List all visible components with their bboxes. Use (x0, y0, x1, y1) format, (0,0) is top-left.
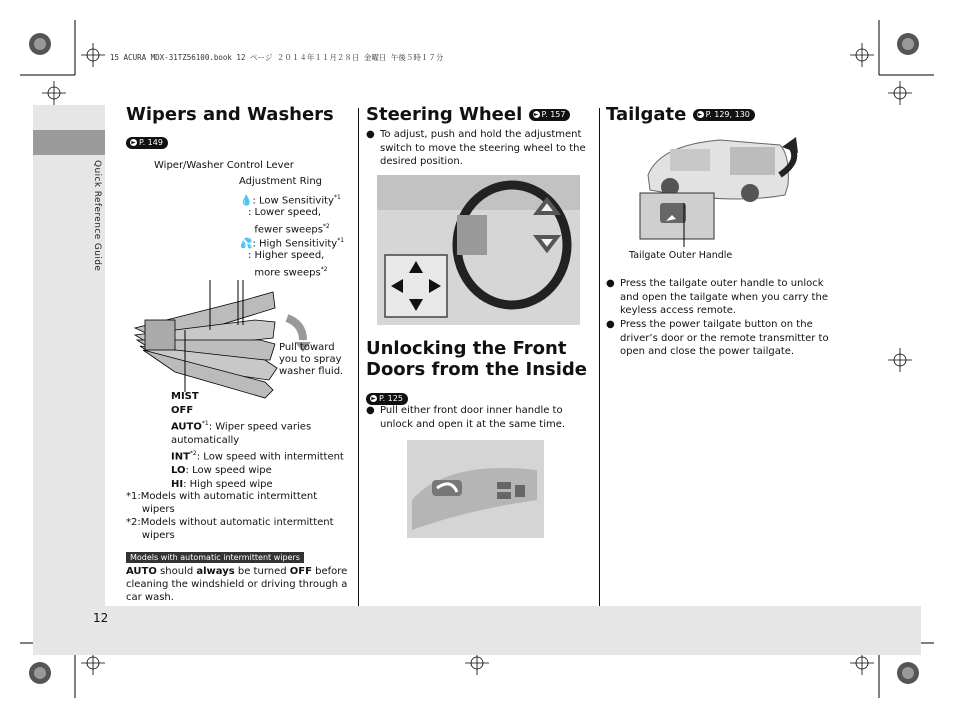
tailgate-page-ref[interactable]: ► P. 129, 130 (693, 109, 755, 121)
wipers-title: Wipers and Washers (126, 104, 334, 125)
side-tab-label: Quick Reference Guide (92, 160, 102, 272)
auto-note: AUTO should always be turned OFF before cleaning the windshield or driving through a car wash. (126, 566, 348, 603)
low-sensitivity-icon: 💧 (240, 195, 253, 207)
high-sensitivity-icon: 💦 (240, 238, 253, 250)
wipers-page-ref[interactable]: ► P. 149 (126, 137, 168, 149)
pull-toward-label: Pull toward you to spray washer fluid. (279, 342, 344, 377)
tailgate-title: Tailgate ► P. 129, 130 (606, 104, 755, 125)
ref-arrow-icon: ► (371, 394, 376, 402)
print-header: 15 ACURA MDX-31TZ56100.book 12 ページ ２０１４年１１月２８日 金曜日 午後５時１７分 (110, 53, 444, 62)
wiper-modes: MIST OFF AUTO$^{*1}$: Wiper speed varies automatically INT$^{*2}$: Low speed with intermittent LO: Low speed wipe HI: High speed wipe (171, 391, 344, 490)
wiper-lever-illustration (125, 280, 355, 400)
ring-label: Adjustment Ring (239, 176, 323, 187)
lower-speed: : Lower speed, fewer sweeps$^{*2}$ (248, 207, 330, 235)
higher-speed: : Higher speed, more sweeps$^{*2}$ (248, 250, 328, 278)
high-sensitivity: 💦: High Sensitivity$^{*1}$ (240, 237, 345, 250)
lever-label: Wiper/Washer Control Lever (154, 160, 294, 171)
tailgate-illustration (630, 135, 810, 255)
models-badge: Models with automatic intermittent wipers (126, 552, 304, 563)
unlocking-bullet: ● Pull either front door inner handle to unlock and open it at the same time. (366, 405, 566, 430)
ref-arrow-icon: ► (697, 111, 703, 118)
door-handle-image (407, 440, 544, 538)
tailgate-bullet-1: ● Press the tailgate outer handle to unlock and open the tailgate when you carry the keyless access remote. (606, 278, 828, 316)
page-bottom-bar (33, 606, 921, 655)
steering-bullet: ● To adjust, push and hold the adjustment switch to move the steering wheel to the desired position. (366, 129, 586, 167)
page-number: 12 (93, 611, 109, 625)
steering-page-ref[interactable]: ► P. 157 (529, 109, 571, 121)
low-sensitivity: 💧: Low Sensitivity$^{*1}$ (240, 194, 341, 207)
column-divider-1 (358, 108, 359, 606)
steering-title: Steering Wheel ► P. 157 (366, 104, 570, 125)
column-divider-2 (599, 108, 600, 606)
side-tab-marker (33, 130, 105, 155)
tailgate-bullet-2: ● Press the power tailgate button on the driver’s door or the remote transmitter to open and close the power tailgate. (606, 319, 829, 357)
unlocking-page-ref[interactable]: ► P. 125 (366, 393, 408, 405)
footnotes: *1:Models with automatic intermittent wipers *2:Models without automatic intermittent wipers (126, 491, 334, 541)
tailgate-handle-label: Tailgate Outer Handle (629, 250, 733, 261)
unlocking-title: Unlocking the Front Doors from the Inside (366, 338, 588, 380)
ref-arrow-icon: ► (131, 138, 136, 146)
steering-wheel-image (377, 175, 580, 325)
ref-arrow-icon: ► (533, 111, 539, 118)
